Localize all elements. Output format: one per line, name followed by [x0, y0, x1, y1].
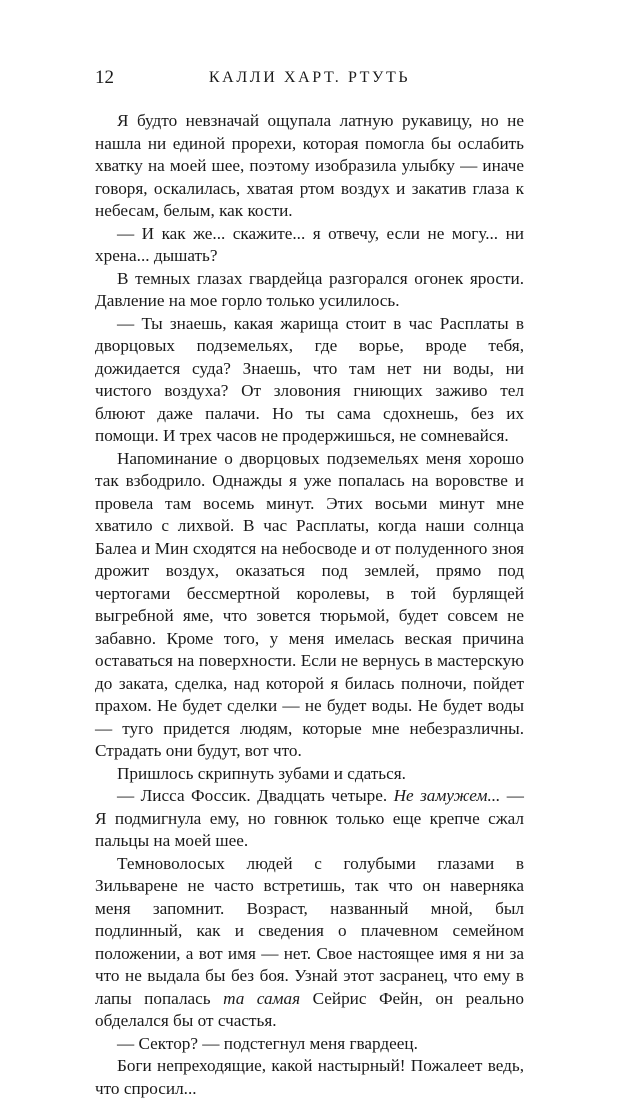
paragraph: Боги непреходящие, какой настырный! Пожалеет ведь, что спросил...: [95, 1056, 524, 1098]
paragraph: Пришлось скрипнуть зубами и сдаться.: [117, 763, 406, 783]
running-head-title: КАЛЛИ ХАРТ. РТУТЬ: [208, 69, 411, 86]
paragraph: — И как же... скажите... я отвечу, если не могу... ни хрена... дышать?: [95, 223, 524, 265]
italic-emphasis: та самая: [223, 988, 301, 1008]
paragraph-text: Сейрис Фейн, он реально обделался бы от счастья.: [95, 988, 524, 1030]
paragraph-text: — Лисса Фоссик. Двадцать четыре.: [117, 786, 394, 805]
paragraph: — Сектор? — подстегнул меня гвардеец.: [117, 1033, 418, 1053]
paragraph-text: Темноволосых людей с голубыми глазами в Зильварене не часто встретишь, так что он наверняка меня запомнит. Возраст, названный мной, был подлинный, как и сведения о плачевном семейном положении, а вот имя — нет. Свое настоящее имя я ни за что не выдала бы без боя. Узнай этот засранец, что ему в лапы попалась: [95, 853, 524, 1008]
paragraph: Напоминание о дворцовых подземельях меня хорошо так взбодрило. Однажды я уже попалась на воровстве и провела там восемь минут. Этих восьми минут мне хватило с лихвой. В час Расплаты, когда наши солнца Балеа и Мин сходятся на небосводе и от полуденного зноя дрожит воздух, оказаться под землей, прямо под чертогами бессмертной королевы, в той бурлящей выгребной яме, что зовется тюрьмой, будет совсем не забавно. Кроме того, у меня имелась веская причина оставаться на поверхности. Если не вернусь в мастерскую до заката, сделка, над которой я билась полночи, пойдет прахом. Не будет сделки — не будет воды. Не будет воды — туго придется людям, которые мне небезразличны. Страдать они будут, вот что.: [95, 448, 524, 760]
page-number: 12: [95, 67, 114, 88]
paragraph-text: — Я подмигнула ему, но говнюк только еще крепче сжал пальцы на моей шее.: [95, 786, 524, 850]
paragraph: В темных глазах гвардейца разгорался огонек ярости. Давление на мое горло только усилилось.: [95, 268, 524, 310]
italic-emphasis: Не замужем...: [393, 786, 501, 805]
paragraph: [95, 785, 524, 853]
paragraph: — Ты знаешь, какая жарища стоит в час Расплаты в дворцовых подземельях, где ворье, вроде тебя, дожидается суда? Знаешь, что там нет ни воды, ни чистого воздуха? От зловония гниющих заживо тел блюют даже палачи. Но ты сама сдохнешь, без их помощи. И трех часов не продержишься, не сомневайся.: [95, 313, 524, 445]
paragraph: Я будто невзначай ощупала латную рукавицу, но не нашла ни единой прорехи, которая помогла бы ослабить хватку на моей шее, поэтому изобразила улыбку — иначе говоря, оскалилась, хватая ртом воздух и закатив глаза к небесам, белым, как кости.: [95, 111, 524, 220]
paragraph: [95, 853, 524, 1033]
running-head: [95, 66, 524, 90]
body-text: [95, 110, 524, 1100]
